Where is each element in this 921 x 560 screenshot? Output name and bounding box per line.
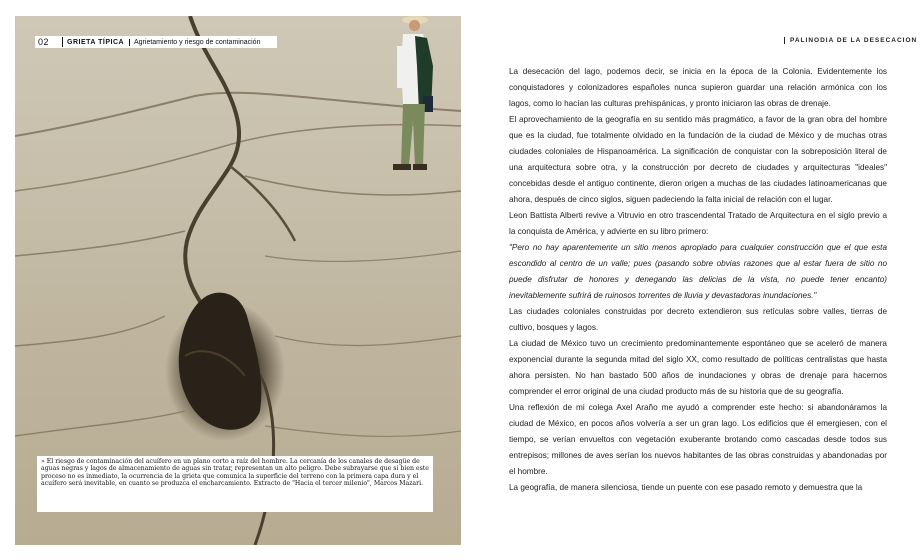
figure-label	[35, 36, 277, 48]
paragraph: Una reflexión de mi colega Axel Araño me ayudó a comprender este hecho: si abandonáramos la ciudad de México, en pocos años volvería a ser un gran lago. Los edificios que él emergiesen, con el tiempo, se verían envueltos con vegetación exuberante brotando como cascadas desde todos sus entrepisos; millones de aves serían los nuevos habitantes de las obras construidas y abandonadas por el hombre.	[509, 403, 887, 476]
paragraph: Las ciudades coloniales construidas por decreto extendieron sus retículas sobre valles, tierras de cultivo, bosques y lagos.	[509, 307, 887, 332]
paragraph: La ciudad de México tuvo un crecimiento predominantemente espontáneo que se aceleró de manera exponencial durante la segunda mitad del siglo XX, como resultado de políticas centralistas que hasta ahora persisten. No han bastado 500 años de inundaciones y obras de drenaje para hacernos comprender el error original de una ciudad producto más de su historia que de su geografía.	[509, 339, 887, 396]
body-text	[509, 64, 887, 496]
cracked-ground-photo	[15, 16, 461, 545]
paragraph: La desecación del lago, podemos decir, se inicia en la época de la Colonia. Evidentemente los conquistadores y colonizadores españoles nunca supieron guardar una relación armónica con los lagos, como lo hacían las culturas prehispánicas, y pronto iniciaron las obras de drenaje.	[509, 67, 887, 108]
paragraph: Leon Battista Alberti revive a Vitruvio en otro trascendental Tratado de Arquitectura en el siglo previo a la conquista de América, y advierte en su libro primero:	[509, 211, 887, 236]
running-head: PALINODIA DE LA DESECACION	[784, 37, 917, 44]
figure-title: GRIETA TÍPICA	[63, 39, 130, 46]
standing-person-figure	[375, 16, 445, 188]
alberti-quote: "Pero no hay aparentemente un sitio menos apropiado para cualquier construcción que el que esta escondido al centro de un valle; pues (pasando sobre obvias razones que al estar fuera de sitio no puede disfrutar de honores y denegando las delicias de la vista, no puede tener encanto) inevitablemente sufrirá de ruinosos torrentes de lluvia y devastadoras inundaciones."	[509, 243, 887, 300]
figure-number: 02	[35, 37, 63, 47]
figure-caption: » El riesgo de contaminación del acuífero en un plano corto a raíz del hombre. La cercanía de los canales de desagüe de aguas negras y lagos de almacenamiento de aguas sin tratar, representan un alto peligro. Debe subrayarse que si bien este proceso no es inmediato, la ocurrencia de la grieta que comunica la superficie del terreno con la primera capa dura y el acuífero será inevitable, en cuanto se produzca el encharcamiento. Extracto de "Hacia el tercer milenio", Marcos Mazari.	[37, 456, 433, 512]
figure-subtitle: Agrietamiento y riesgo de contaminación	[134, 38, 261, 46]
paragraph: El aprovechamiento de la geografía en su sentido más pragmático, a favor de la gran obra del hombre que es la ciudad, fue totalmente olvidado en la fundación de la ciudad de México y de muchas otras ciudades coloniales de Hispanoamérica. La significación de conquistar con la sobreposición literal de una arquitectura sobre otra, y la construcción por decreto de ciudades y arquitecturas "ideales" concebidas desde el antiguo continente, dieron origen a muchas de las ciudades latinoamericanas que ahora, después de cinco siglos, siguen padeciendo la falta inicial de relación con el lugar.	[509, 115, 887, 204]
paragraph: La geografía, de manera silenciosa, tiende un puente con ese pasado remoto y demuestra que la	[509, 483, 863, 492]
